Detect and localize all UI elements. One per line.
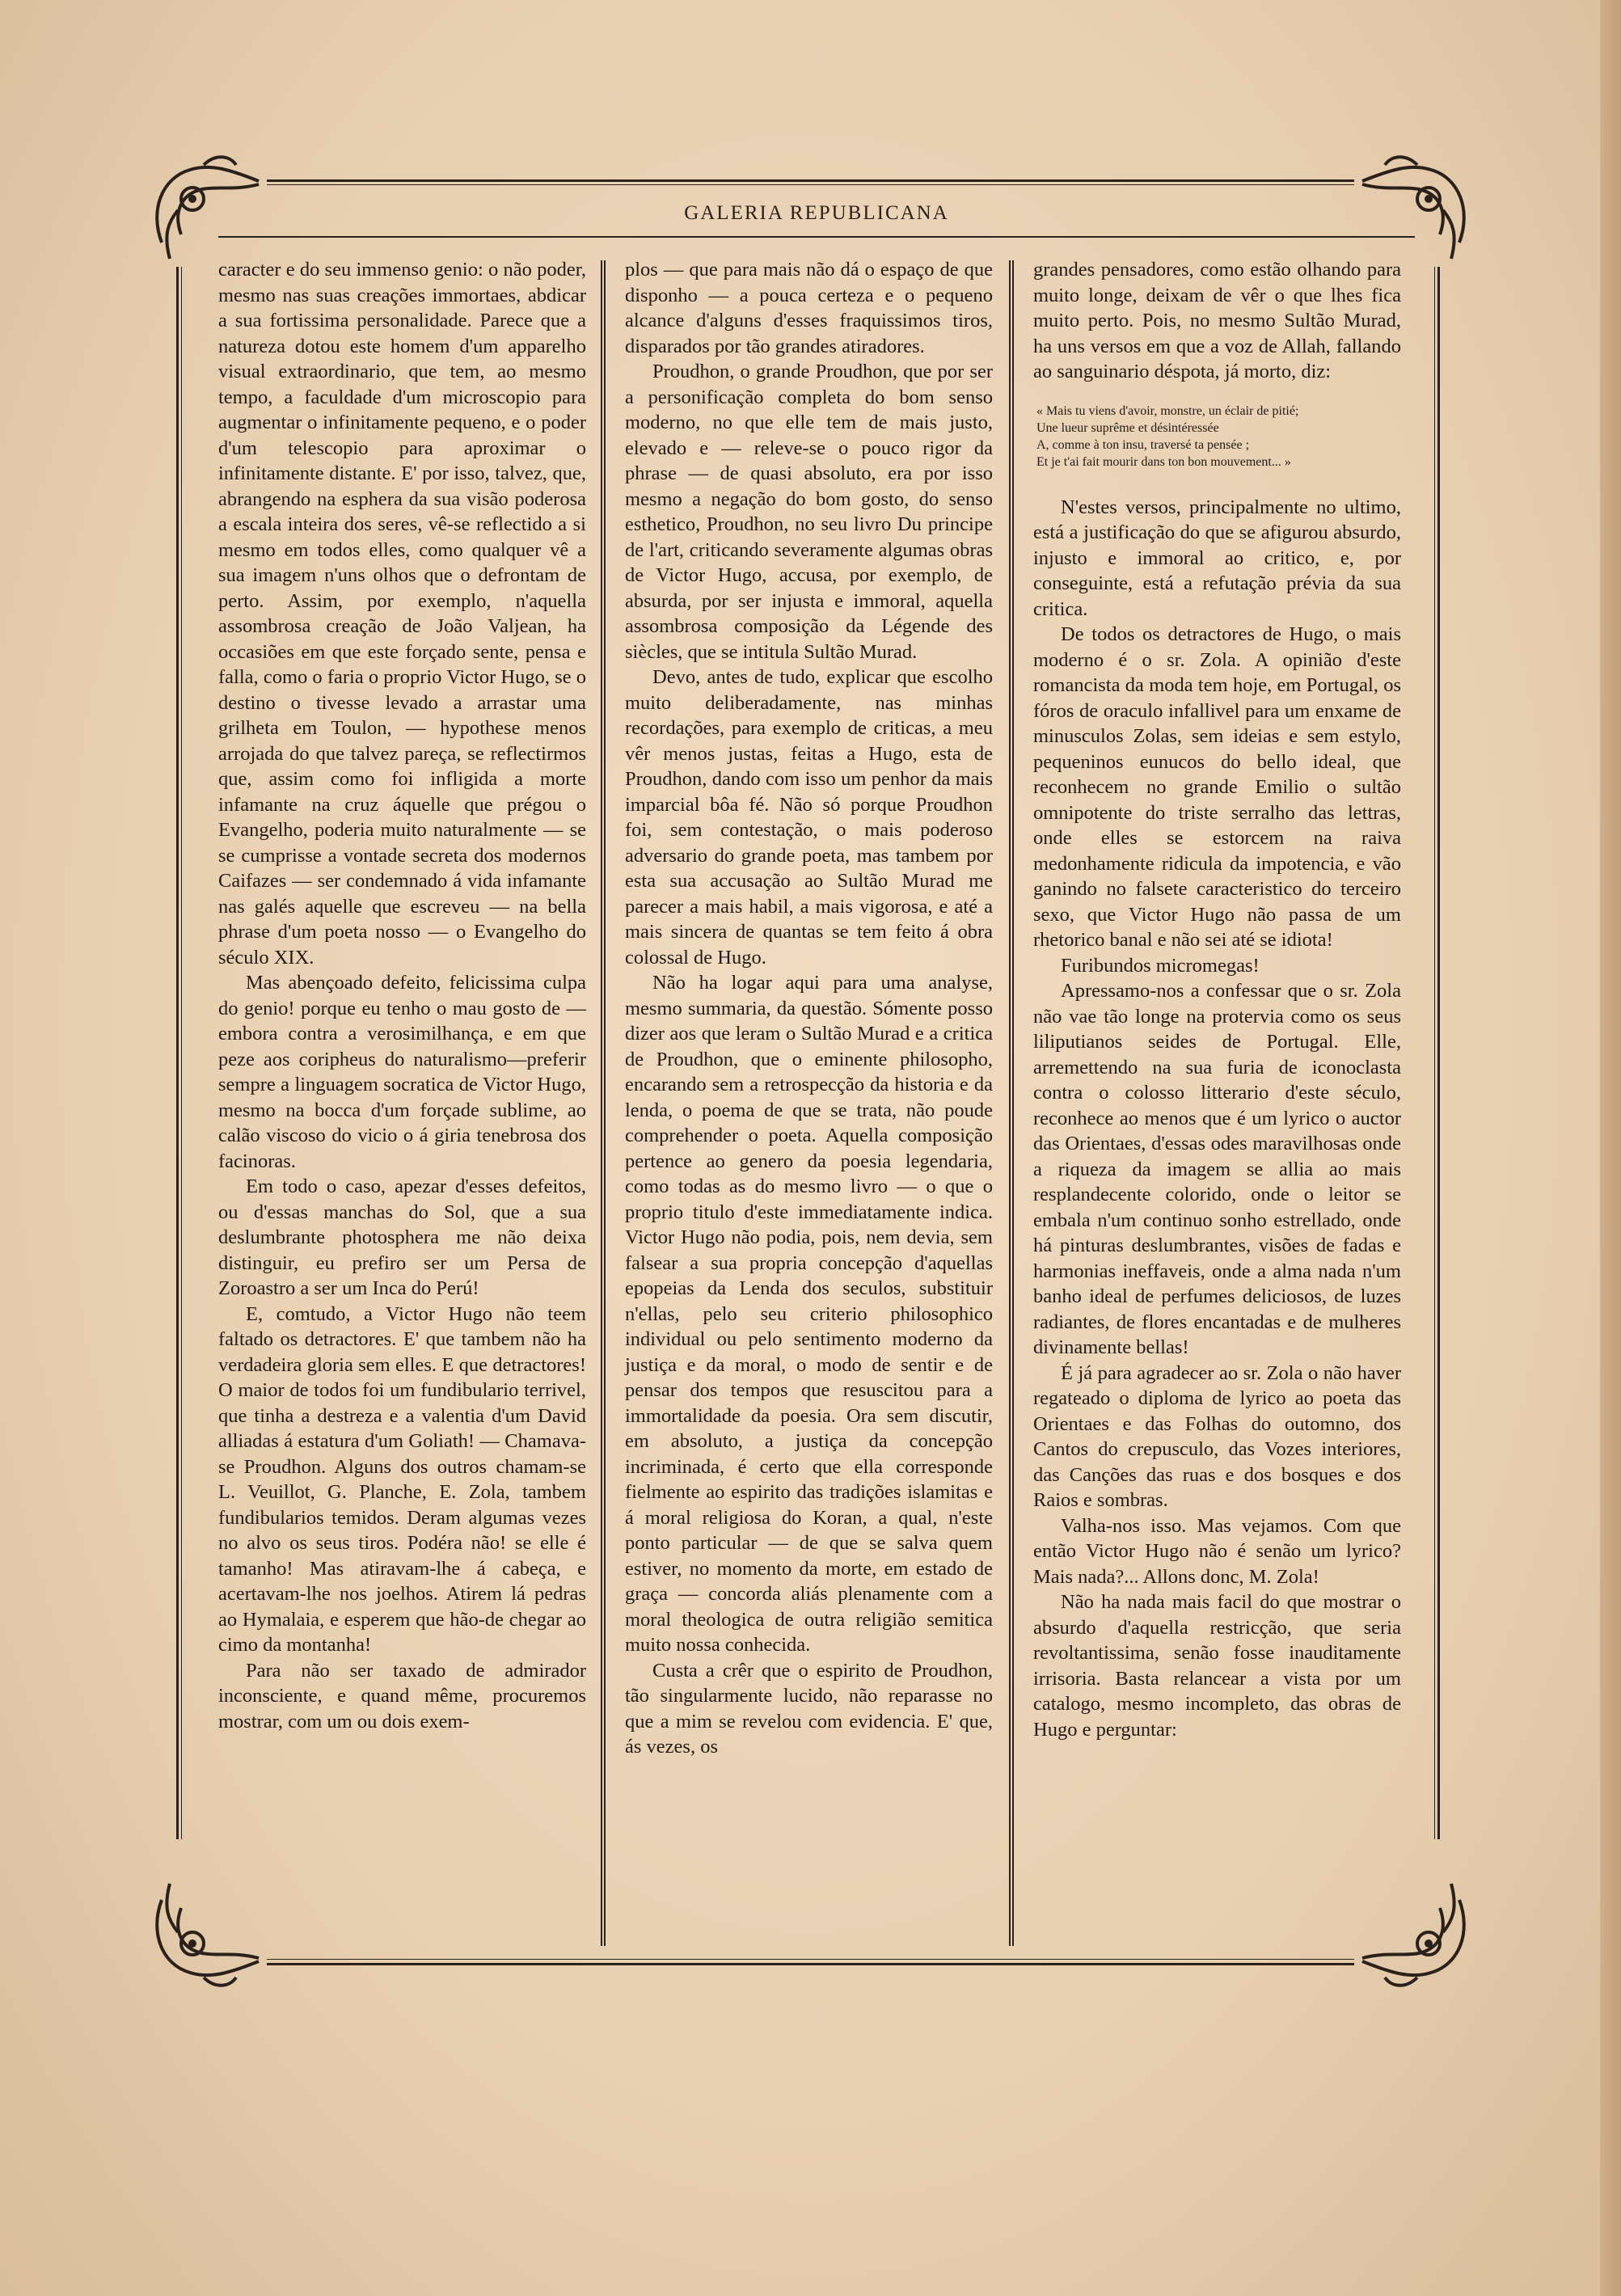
paragraph: Apressamo-nos a confessar que o sr. Zola não vae tão longe na protervia como os seus liliputianos seides de Portugal. Elle, arremettendo na sua furia de iconoclasta contra o colosso litterario d'este século, reconhece ao menos que é um lyrico o auctor das Orientaes, d'essas odes maravilhosas onde a riqueza da imagem se allia ao mais resplandecente colorido, onde o leitor se embala n'um continuo sonho estrellado, onde há pinturas deslumbrantes, visões de fadas e harmonias ineffaveis, onde a alma nada n'um banho ideal de perfumes deliciosos, de luzes radiantes, de flores encantadas e de mulheres divinamente bellas! [1033,980,1401,1358]
paragraph: E, comtudo, a Victor Hugo não teem faltado os detractores. E' que tambem não ha verdadeira gloria sem elles. E que detractores! O maior de todos foi um fundibulario terrivel, que tinha a destreza e a valentia d'um David alliadas á estatura d'um Goliath! — Chamava-se Proudhon. Alguns dos outros chamam-se L. Veuillot, G. Planche, E. Zola, tambem fundibularios temidos. Deram algumas vezes no alvo os seus tiros. Podéra não! se elle é tamanho! Mas atiravam-lhe á cabeça, e acertavam-lhe nos joelhos. Atirem lá pedras ao Hymalaia, e esperem que hão-de chegar ao cimo da montanha! [218,1302,586,1656]
paragraph: Em todo o caso, apezar d'esses defeitos, ou d'essas manchas do Sol, que a sua deslumbrante photosphera me não deixa distinguir, eu prefiro ser um Persa de Zoroastro a ser um Inca do Perú! [218,1175,586,1299]
frame-left-rule [176,267,179,1839]
verse-quotation [1036,403,1401,471]
column-3 [1033,257,1401,1906]
paragraph: Valha-nos isso. Mas vejamos. Com que então Victor Hugo não é senão um lyrico? Mais nada?... Allons donc, M. Zola! [1033,1514,1401,1588]
frame-bottom-rule [267,1963,1354,1965]
frame-top-rule [267,179,1354,182]
paragraph: Proudhon, o grande Proudhon, que por ser a personificação completa do bom senso moderno, no que elle tem de mais justo, elevado e — releve-se o pouco rigor da phrase — de quasi absoluto, era por isso mesmo a negação do bom gosto, do senso esthetico, Proudhon, no seu livro Du principe de l'art, criticando severamente algumas obras de Victor Hugo, accusa, por exemplo, de absurda, por ser injusta e immoral, aquella assombrosa composição da Légende des siècles, que se intitula Sultão Murad. [625,361,993,663]
running-header: GALERIA REPUBLICANA [684,202,949,224]
paragraph: Não ha logar aqui para uma analyse, mesmo summaria, da questão. Sómente posso dizer aos que leram o Sultão Murad e a critica de Proudhon, que o eminente philosopho, encarando sem a retrospecção da historia e da lenda, o poema de que se trata, não poude comprehender o poeta. Aquella composição pertence ao genero da poesia legendaria, como todas as do mesmo livro — o que o proprio titulo d'este immediatamente indica. Victor Hugo não podia, pois, nem devia, sem falsear a sua propria concepção d'aquellas epopeias da Lenda dos seculos, substituir n'ellas, pelo seu criterio philosophico individual ou pelo sentimento moderno da justiça e da moral, o modo de sentir e de pensar dos tempos que resuscitou para a immortalidade da poesia. Ora sem discutir, em absoluto, a justiça da concepção incriminada, é certo que ella corresponde fielmente ao espirito das tradições islamitas e á moral religiosa do Koran, a qual, n'este ponto particular — de que se salva quem estiver, no momento da morte, em estado de graça — concorda aliás plenamente com a moral theologica de outra religião semitica muito nossa conhecida. [625,972,993,1656]
paragraph: Mas abençoado defeito, felicissima culpa do genio! porque eu tenho o mau gosto de — embora contra a verosimilhança, e em que peze aos coripheus do naturalismo—preferir sempre a linguagem socratica de Victor Hugo, mesmo na bocca d'um forçade sublime, ao calão viscoso do vicio o á giria tenebrosa dos facinoras. [218,972,586,1172]
verse-line: « Mais tu viens d'avoir, monstre, un éclair de pitié; [1036,403,1299,418]
verse-line: A, comme à ton insu, traversé ta pensée ; [1036,437,1250,452]
header-rule [218,236,1415,238]
frame-right-rule [1437,267,1440,1839]
paragraph: Custa a crêr que o espirito de Proudhon, tão singularmente lucido, não reparasse no que a mim se revelou com evidencia. E' que, ás vezes, os [625,1659,993,1758]
paragraph: É já para agradecer ao sr. Zola o não haver regateado o diploma de lyrico ao poeta das Orientaes e das Folhas do outomno, dos Cantos do crepusculo, das Vozes interiores, das Canções das ruas e dos bosques e dos Raios e sombras. [1033,1361,1401,1511]
verse-line: Et je t'ai fait mourir dans ton bon mouvement... » [1036,454,1291,469]
column-separator-1 [601,260,606,1946]
paragraph: N'estes versos, principalmente no ultimo, está a justificação do que se afigurou absurdo, injusto e immoral ao critico, e, por conseguinte, está a refutação prévia da sua critica. [1033,496,1401,620]
frame-right-rule-thin [1434,267,1435,1839]
frame-bottom-rule-thin [267,1959,1354,1960]
paragraph: caracter e do seu immenso genio: o não poder, mesmo nas suas creações immortaes, abdicar a sua fortissima personalidade. Parece que a natureza dotou este homem d'um apparelho visual extraordinario, que tem, ao mesmo tempo, a faculdade d'um microscopio para augmentar o infinitamente pequeno, e o poder d'um telescopio para aproximar o infinitamente distante. E' por isso, talvez, que, abrangendo na esphera da sua visão poderosa a escala inteira dos seres, vê-se reflectido a si mesmo em todos elles, como qualquer vê a sua imagem n'uns olhos que o defrontam de perto. Assim, por exemplo, n'aquella assombrosa creação de João Valjean, ha occasiões em que este forçado sente, pensa e falla, como o faria o proprio Victor Hugo, se o destino o tivesse levado a arrastar uma grilheta em Toulon, — hypothese menos arrojada do que talvez pareça, se reflectirmos que, assim como foi infligida a morte infamante na cruz áquelle que prégou o Evangelho, poderia muito naturalmente — se se cumprisse a vontade secreta dos modernos Caifazes — ser condemnado á vida infamante nas galés aquelle que escreveu — na bella phrase d'um poeta nosso — o Evangelho do século XIX. [218,259,586,969]
column-1 [218,257,586,1906]
paragraph: grandes pensadores, como estão olhando para muito longe, deixam de vêr o que lhes fica muito perto. Pois, no mesmo Sultão Murad, ha uns versos em que a voz de Allah, fallando ao sanguinario déspota, já morto, diz: [1033,259,1401,382]
paragraph: plos — que para mais não dá o espaço de que disponho — a pouca certeza e o pequeno alcance d'alguns d'esses fraquissimos tiros, disparados por tão grandes atiradores. [625,259,993,357]
column-separator-2 [1009,260,1014,1946]
paragraph: De todos os detractores de Hugo, o mais moderno é o sr. Zola. A opinião d'este romancista da moda tem hoje, em Portugal, os fóros de oraculo infallivel para um enxame de minusculos Zolas, sem ideias e sem estylo, pequeninos eunucos do bello ideal, que reconhecem no grande Emilio o sultão omnipotente do triste serralho das lettras, onde elles se estorcem na raiva medonhamente ridicula da impotencia, e vão ganindo no falsete caracteristico do terceiro sexo, que Victor Hugo não passa de um rhetorico banal e não sei até se idiota! [1033,623,1401,951]
frame-left-rule-thin [181,267,182,1839]
paragraph: Devo, antes de tudo, explicar que escolho muito deliberadamente, nas minhas recordações, para exemplo de criticas, a meu vêr menos justas, feitas a Hugo, esta de Proudhon, dando com isso um penhor da mais imparcial bôa fé. Não só porque Proudhon foi, sem contestação, o mais poderoso adversario do grande poeta, mas tambem por esta sua accusação ao Sultão Murad me parecer a mais habil, a mais vigorosa, e até a mais sincera de quantas se tem feito á obra colossal de Hugo. [625,666,993,969]
paragraph: Não ha nada mais facil do que mostrar o absurdo d'aquella restricção, que seria revoltantissima, senão fosse inauditamente irrisoria. Basta relancear a vista por um catalogo, mesmo incompleto, das obras de Hugo e perguntar: [1033,1591,1401,1741]
paragraph: Para não ser taxado de admirador inconsciente, e quand même, procuremos mostrar, com um ou dois exem- [218,1659,586,1733]
paragraph: Furibundos micromegas! [1061,954,1260,977]
frame-top-rule-thin [267,184,1354,185]
verse-line: Une lueur suprême et désintéressée [1036,420,1219,435]
page-edge [1600,0,1621,2296]
column-2 [625,257,993,1906]
